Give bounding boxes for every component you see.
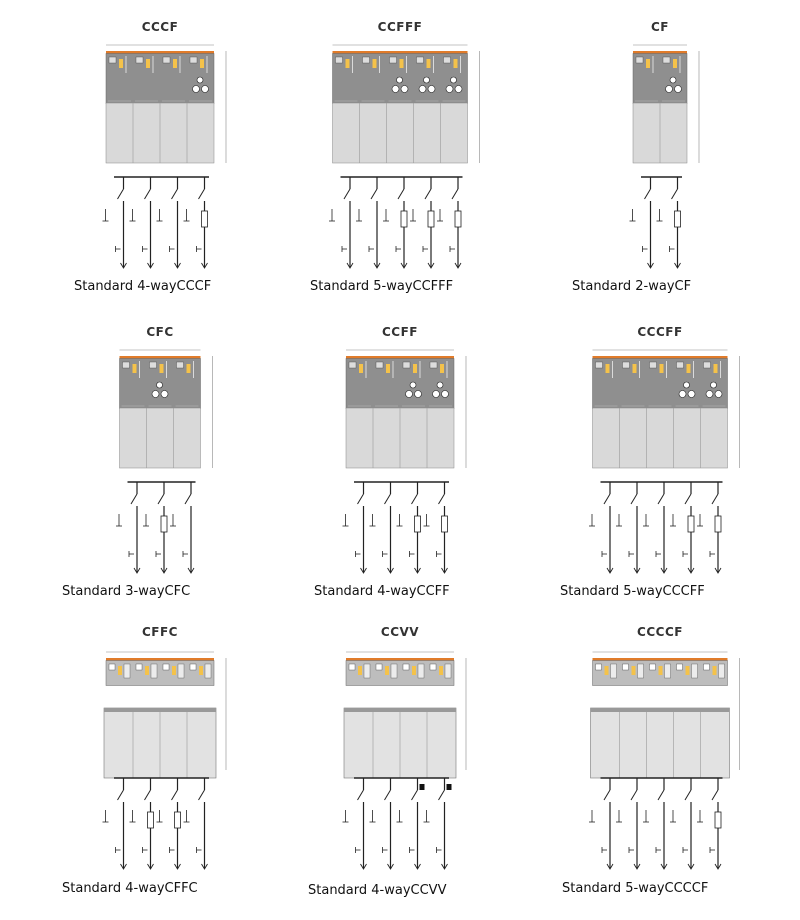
fuse-symbol (688, 516, 694, 532)
accent-bar (346, 658, 454, 661)
unit-1 (270, 15, 530, 315)
fuse-dial (451, 77, 457, 83)
mimic-indicator (373, 59, 377, 68)
mimic-block (349, 362, 356, 368)
accent-bar (106, 658, 214, 661)
fuse-dial (161, 391, 168, 398)
fuse-dial (446, 86, 453, 93)
mimic-block (611, 664, 617, 678)
switch-blade (658, 494, 664, 504)
fuse-dial (424, 77, 430, 83)
fuse-dial (397, 77, 403, 83)
cable-compartment (591, 708, 730, 778)
switch-blade (685, 494, 691, 504)
mimic-indicator (646, 59, 650, 68)
mimic-indicator (199, 666, 203, 675)
switch-blade (631, 494, 637, 504)
accent-bar (333, 51, 468, 54)
unit-title: CCCF (141, 20, 179, 34)
housing-top (344, 708, 456, 712)
fuse-symbol (415, 516, 421, 532)
housing-top (104, 708, 216, 712)
mimic-block (178, 664, 184, 678)
accent-bar (120, 356, 201, 359)
switchgear-drawing (270, 620, 530, 880)
mimic-block (364, 664, 370, 678)
unit-6 (30, 620, 290, 920)
fuse-dial (197, 77, 203, 83)
switch-blade (604, 790, 610, 800)
mimic-indicator (427, 59, 431, 68)
mimic-block (677, 664, 683, 670)
mimic-block (623, 362, 630, 368)
mimic-indicator (133, 364, 137, 373)
mimic-block (376, 664, 382, 670)
switch-blade (185, 494, 191, 504)
mimic-indicator (686, 666, 690, 675)
control-panel (346, 661, 454, 686)
mimic-block (363, 57, 370, 63)
switch-blade (672, 189, 678, 199)
unit-title: CCCFF (637, 325, 683, 339)
mimic-block (124, 664, 130, 678)
unit-caption: Standard 4-wayCCFF (314, 584, 450, 599)
mimic-block (391, 664, 397, 678)
fuse-dial (666, 86, 673, 93)
mimic-indicator (346, 59, 350, 68)
fuse-dial (392, 86, 399, 93)
cable-compartment (120, 408, 201, 468)
fuse-dial (711, 382, 717, 388)
switchgear-drawing (530, 320, 790, 580)
switch-blade (118, 189, 124, 199)
switch-blade (452, 189, 458, 199)
mimic-block (430, 362, 437, 368)
unit-caption: Standard 2-wayCF (572, 279, 692, 294)
unit-caption: Standard 5-wayCCCFF (560, 584, 705, 599)
fuse-dial (679, 391, 686, 398)
fuse-dial (437, 382, 443, 388)
mimic-block (376, 362, 383, 368)
switch-blade (172, 790, 178, 800)
fuse-dial (406, 391, 413, 398)
fuse-dial (202, 86, 209, 93)
mimic-block (704, 362, 711, 368)
mimic-block (704, 664, 710, 670)
unit-title: CCFFF (377, 20, 423, 34)
mimic-indicator (200, 59, 204, 68)
unit-caption: Standard 4-wayCCVV (308, 883, 447, 898)
switch-blade (398, 189, 404, 199)
mimic-block (596, 664, 602, 670)
switch-blade (631, 790, 637, 800)
unit-title: CFC (146, 325, 174, 339)
mimic-indicator (714, 364, 718, 373)
switchgear-drawing (530, 15, 790, 275)
mimic-block (445, 664, 451, 678)
switch-blade (385, 790, 391, 800)
switch-blade (439, 790, 445, 800)
switch-blade (172, 189, 178, 199)
housing-top (591, 708, 730, 712)
unit-caption: Standard 4-wayCCCF (74, 279, 212, 294)
switch-blade (158, 494, 164, 504)
fuse-symbol (428, 211, 434, 227)
fuse-symbol (715, 812, 721, 828)
mimic-indicator (412, 666, 416, 675)
mimic-block (403, 664, 409, 670)
mimic-block (349, 664, 355, 670)
fuse-dial (419, 86, 426, 93)
mimic-block (418, 664, 424, 678)
mimic-block (190, 664, 196, 670)
mimic-indicator (440, 364, 444, 373)
mimic-block (636, 57, 643, 63)
mimic-block (123, 362, 130, 368)
accent-bar (633, 51, 687, 54)
mimic-indicator (400, 59, 404, 68)
mimic-block (109, 57, 116, 63)
switch-blade (199, 189, 205, 199)
switchgear-drawing (30, 15, 290, 275)
fuse-symbol (715, 516, 721, 532)
switch-blade (344, 189, 350, 199)
fuse-symbol (148, 812, 154, 828)
switch-blade (145, 790, 151, 800)
mimic-block (177, 362, 184, 368)
switch-blade (439, 494, 445, 504)
switch-blade (645, 189, 651, 199)
unit-4 (270, 320, 530, 620)
unit-8 (530, 620, 790, 920)
unit-title: CCVV (380, 625, 420, 639)
fuse-dial (455, 86, 462, 93)
mimic-indicator (145, 666, 149, 675)
mimic-indicator (606, 364, 610, 373)
accent-bar (346, 356, 454, 359)
mimic-block (623, 664, 629, 670)
fuse-dial (193, 86, 200, 93)
mimic-block (692, 664, 698, 678)
mimic-block (109, 664, 115, 670)
unit-2 (530, 15, 790, 315)
mimic-block (150, 362, 157, 368)
mimic-block (417, 57, 424, 63)
switch-blade (412, 494, 418, 504)
fuse-symbol (401, 211, 407, 227)
switch-blade (685, 790, 691, 800)
mimic-indicator (173, 59, 177, 68)
fuse-dial (670, 77, 676, 83)
mimic-indicator (359, 364, 363, 373)
mimic-indicator (413, 364, 417, 373)
fuse-dial (152, 391, 159, 398)
unit-3 (30, 320, 290, 620)
mimic-indicator (605, 666, 609, 675)
fuse-symbol (161, 516, 167, 532)
vt-symbol (447, 784, 452, 790)
mimic-block (430, 664, 436, 670)
switch-blade (712, 790, 718, 800)
mimic-block (163, 664, 169, 670)
mimic-block (663, 57, 670, 63)
unit-caption: Standard 4-wayCFFC (62, 881, 198, 896)
fuse-dial (415, 391, 422, 398)
unit-title: CCCCF (637, 625, 683, 639)
mimic-indicator (439, 666, 443, 675)
switch-blade (425, 189, 431, 199)
mimic-indicator (454, 59, 458, 68)
fuse-dial (684, 382, 690, 388)
switch-blade (658, 790, 664, 800)
switchgear-drawing (270, 15, 530, 275)
mimic-block (336, 57, 343, 63)
mimic-block (403, 362, 410, 368)
fuse-dial (428, 86, 435, 93)
mimic-indicator (358, 666, 362, 675)
vt-symbol (420, 784, 425, 790)
mimic-indicator (659, 666, 663, 675)
unit-ccf-0 (30, 15, 290, 315)
mimic-indicator (160, 364, 164, 373)
fuse-symbol (675, 211, 681, 227)
mimic-block (190, 57, 197, 63)
mimic-block (444, 57, 451, 63)
switch-blade (358, 790, 364, 800)
mimic-indicator (660, 364, 664, 373)
cable-compartment (593, 408, 728, 468)
fuse-symbol (442, 516, 448, 532)
unit-caption: Standard 5-wayCCCCF (562, 881, 709, 896)
mimic-indicator (172, 666, 176, 675)
accent-bar (593, 658, 728, 661)
mimic-indicator (187, 364, 191, 373)
fuse-symbol (175, 812, 181, 828)
switch-blade (385, 494, 391, 504)
switchgear-drawing (530, 620, 790, 880)
control-panel (106, 661, 214, 686)
fuse-symbol (202, 211, 208, 227)
mimic-indicator (687, 364, 691, 373)
fuse-symbol (455, 211, 461, 227)
mimic-indicator (385, 666, 389, 675)
mimic-block (665, 664, 671, 678)
fuse-dial (433, 391, 440, 398)
unit-title: CF (650, 20, 669, 34)
switch-blade (131, 494, 137, 504)
mimic-indicator (633, 364, 637, 373)
switch-blade (358, 494, 364, 504)
switch-blade (412, 790, 418, 800)
switchgear-drawing (30, 620, 290, 880)
fuse-dial (675, 86, 682, 93)
fuse-dial (688, 391, 695, 398)
fuse-dial (706, 391, 713, 398)
mimic-block (638, 664, 644, 678)
fuse-dial (157, 382, 163, 388)
fuse-dial (401, 86, 408, 93)
mimic-block (163, 57, 170, 63)
mimic-indicator (386, 364, 390, 373)
mimic-indicator (632, 666, 636, 675)
unit-caption: Standard 3-wayCFC (62, 584, 191, 599)
cable-compartment (333, 103, 468, 163)
accent-bar (593, 356, 728, 359)
mimic-indicator (713, 666, 717, 675)
mimic-indicator (673, 59, 677, 68)
switchgear-drawing (30, 320, 290, 580)
unit-title: CFFC (141, 625, 178, 639)
mimic-block (151, 664, 157, 678)
unit-caption: Standard 5-wayCCFFF (310, 279, 454, 294)
mimic-block (136, 57, 143, 63)
unit-5 (530, 320, 790, 620)
mimic-indicator (119, 59, 123, 68)
switchgear-drawing (270, 320, 530, 580)
switch-blade (371, 189, 377, 199)
mimic-block (650, 664, 656, 670)
switch-blade (145, 189, 151, 199)
mimic-block (390, 57, 397, 63)
mimic-block (677, 362, 684, 368)
accent-bar (106, 51, 214, 54)
switch-blade (118, 790, 124, 800)
unit-title: CCFF (381, 325, 418, 339)
switch-blade (604, 494, 610, 504)
mimic-indicator (118, 666, 122, 675)
mimic-block (136, 664, 142, 670)
switch-blade (199, 790, 205, 800)
fuse-dial (410, 382, 416, 388)
mimic-block (719, 664, 725, 678)
unit-7 (270, 620, 530, 920)
switch-blade (712, 494, 718, 504)
mimic-indicator (146, 59, 150, 68)
mimic-block (596, 362, 603, 368)
fuse-dial (442, 391, 449, 398)
mimic-block (205, 664, 211, 678)
fuse-dial (715, 391, 722, 398)
mimic-block (650, 362, 657, 368)
